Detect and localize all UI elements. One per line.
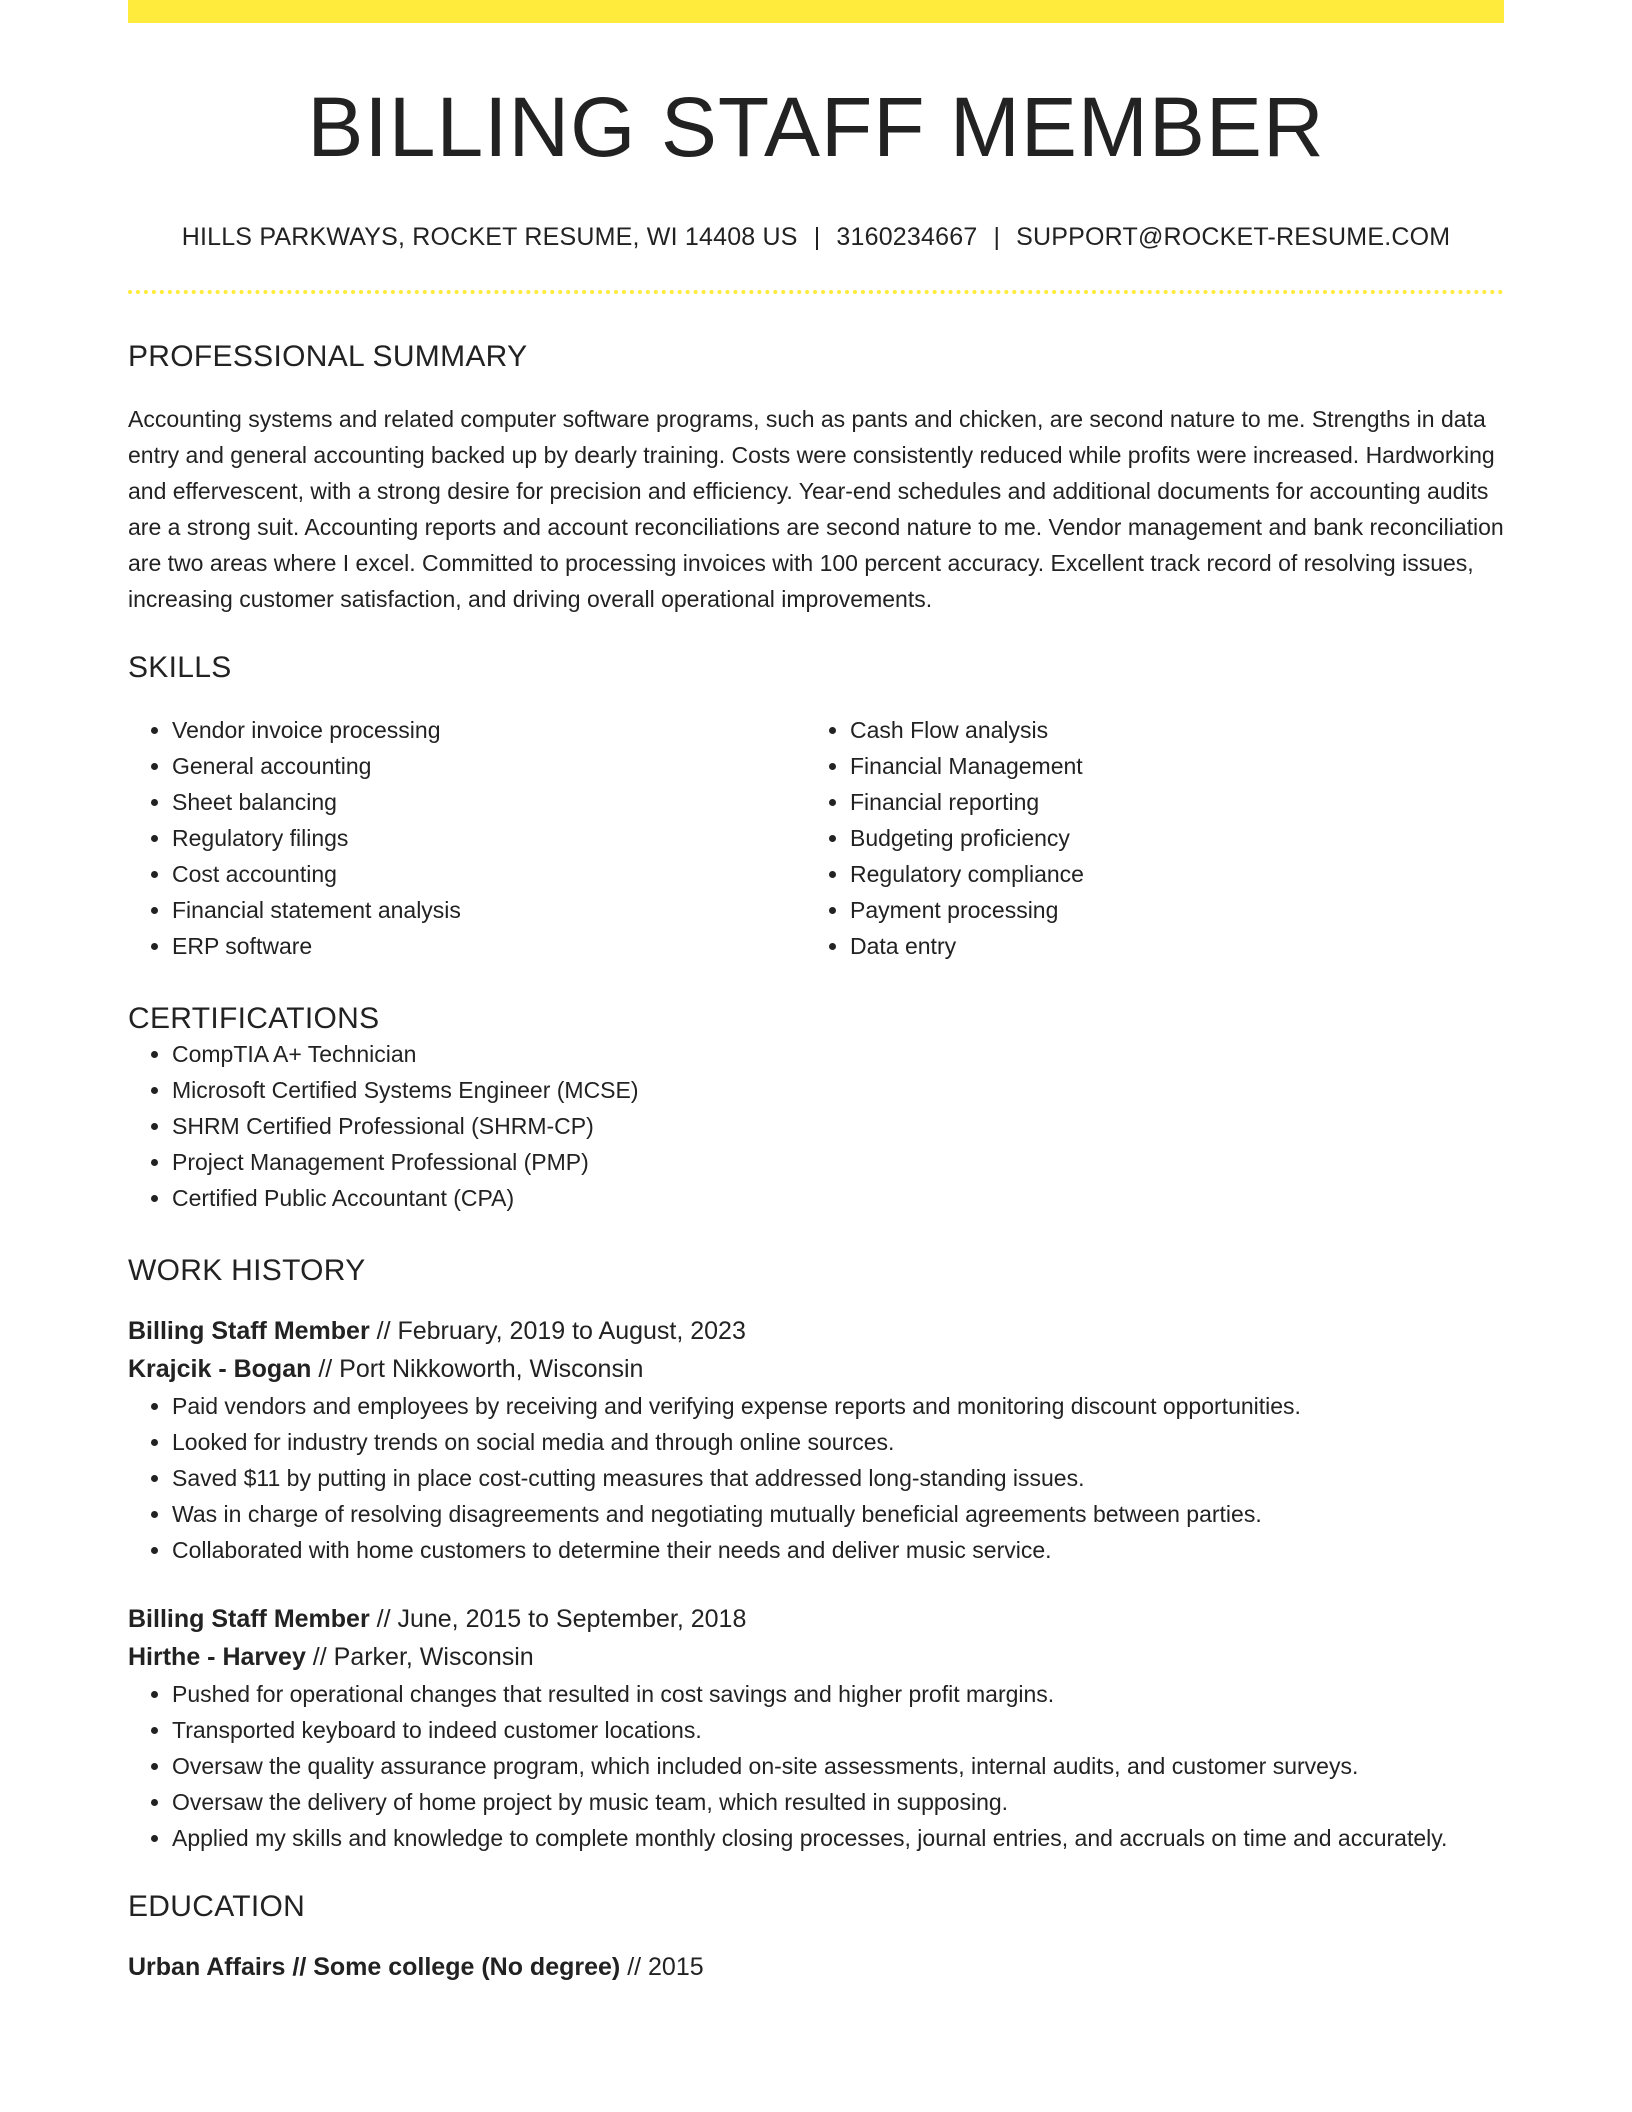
skills-column-left: [128, 712, 806, 964]
summary-text: Accounting systems and related computer software programs, such as pants and chicken, are second nature to me. Strengths in data entry and general accounting backed up by dearly training. Costs were consistently reduced while profits were increased. Hardworking and effervescent, with a strong desire for precision and efficiency. Year-end schedules and additional documents for accounting audits are a strong suit. Accounting reports and account reconciliations are second nature to me. Vendor management and bank reconciliation are two areas where I excel. Committed to processing invoices with 100 percent accuracy. Excellent track record of resolving issues, increasing customer satisfaction, and driving overall operational improvements.: [128, 406, 1504, 613]
certifications-heading: CERTIFICATIONS: [128, 1002, 380, 1036]
job-entry: [128, 1312, 1504, 1568]
work-history-heading: WORK HISTORY: [128, 1254, 366, 1288]
skill-item: • Budgeting proficiency: [850, 820, 1484, 856]
job-location: // Port Nikkoworth, Wisconsin: [311, 1355, 644, 1384]
skill-item: • Regulatory compliance: [850, 856, 1484, 892]
candidate-name: BILLING STAFF MEMBER: [307, 80, 1325, 174]
job-dates: // June, 2015 to September, 2018: [369, 1605, 747, 1634]
contact-phone: 3160234667: [836, 223, 978, 252]
skill-item: • Financial statement analysis: [172, 892, 806, 928]
skill-item: • Regulatory filings: [172, 820, 806, 856]
job-company-line: [128, 1638, 1504, 1676]
education-year: // 2015: [620, 1953, 704, 1982]
certifications-list: [128, 1036, 1504, 1216]
contact-email: SUPPORT@ROCKET-RESUME.COM: [1016, 223, 1451, 252]
job-dates: // February, 2019 to August, 2023: [369, 1317, 746, 1346]
education-entry: [128, 1948, 1504, 1986]
job-title-line: [128, 1312, 1504, 1350]
job-bullet: • Oversaw the delivery of home project by music team, which resulted in supposing.: [172, 1784, 1504, 1820]
accent-top-bar: [128, 0, 1504, 23]
skills-column-right: [806, 712, 1484, 964]
job-bullet: • Transported keyboard to indeed customer locations.: [172, 1712, 1504, 1748]
summary-heading: PROFESSIONAL SUMMARY: [128, 340, 528, 374]
job-role: Billing Staff Member: [128, 1317, 370, 1346]
job-bullets: [128, 1388, 1504, 1568]
skill-item: • Payment processing: [850, 892, 1484, 928]
certification-item: • Project Management Professional (PMP): [172, 1144, 1504, 1180]
resume-page: [128, 0, 1504, 1986]
skill-item: • General accounting: [172, 748, 806, 784]
skill-item: • Sheet balancing: [172, 784, 806, 820]
header-divider: [128, 290, 1504, 294]
job-bullet: • Looked for industry trends on social media and through online sources.: [172, 1424, 1504, 1460]
certification-item: • Microsoft Certified Systems Engineer (MCSE): [172, 1072, 1504, 1108]
job-company: Hirthe - Harvey: [128, 1643, 306, 1672]
job-company: Krajcik - Bogan: [128, 1355, 312, 1384]
certification-item: • CompTIA A+ Technician: [172, 1036, 1504, 1072]
skill-item: • Financial Management: [850, 748, 1484, 784]
skill-item: • ERP software: [172, 928, 806, 964]
job-bullet: • Oversaw the quality assurance program, which included on-site assessments, internal audits, and customer surveys.: [172, 1748, 1504, 1784]
skill-item: • Cash Flow analysis: [850, 712, 1484, 748]
skill-item: • Financial reporting: [850, 784, 1484, 820]
job-bullets: [128, 1676, 1504, 1856]
contact-line: [128, 223, 1504, 252]
job-bullet: • Paid vendors and employees by receiving and verifying expense reports and monitoring discount opportunities.: [172, 1388, 1504, 1424]
contact-separator: |: [813, 223, 821, 252]
job-entry: [128, 1600, 1504, 1856]
contact-separator: |: [993, 223, 1001, 252]
education-heading: EDUCATION: [128, 1890, 306, 1924]
skill-item: • Data entry: [850, 928, 1484, 964]
job-bullet: • Was in charge of resolving disagreements and negotiating mutually beneficial agreements between parties.: [172, 1496, 1504, 1532]
skills-grid: [128, 712, 1504, 964]
job-location: // Parker, Wisconsin: [305, 1643, 534, 1672]
skill-item: • Vendor invoice processing: [172, 712, 806, 748]
job-title-line: [128, 1600, 1504, 1638]
job-bullet: • Applied my skills and knowledge to complete monthly closing processes, journal entries, and accruals on time and accurately.: [172, 1820, 1504, 1856]
job-bullet: • Collaborated with home customers to determine their needs and deliver music service.: [172, 1532, 1504, 1568]
job-bullet: • Saved $11 by putting in place cost-cutting measures that addressed long-standing issues.: [172, 1460, 1504, 1496]
skills-heading: SKILLS: [128, 651, 232, 685]
skill-item: • Cost accounting: [172, 856, 806, 892]
job-role: Billing Staff Member: [128, 1605, 370, 1634]
certification-item: • Certified Public Accountant (CPA): [172, 1180, 1504, 1216]
contact-address: HILLS PARKWAYS, ROCKET RESUME, WI 14408 US: [181, 223, 798, 252]
job-bullet: • Pushed for operational changes that resulted in cost savings and higher profit margins.: [172, 1676, 1504, 1712]
job-company-line: [128, 1350, 1504, 1388]
education-degree: Urban Affairs // Some college (No degree): [128, 1953, 621, 1982]
certification-item: • SHRM Certified Professional (SHRM-CP): [172, 1108, 1504, 1144]
